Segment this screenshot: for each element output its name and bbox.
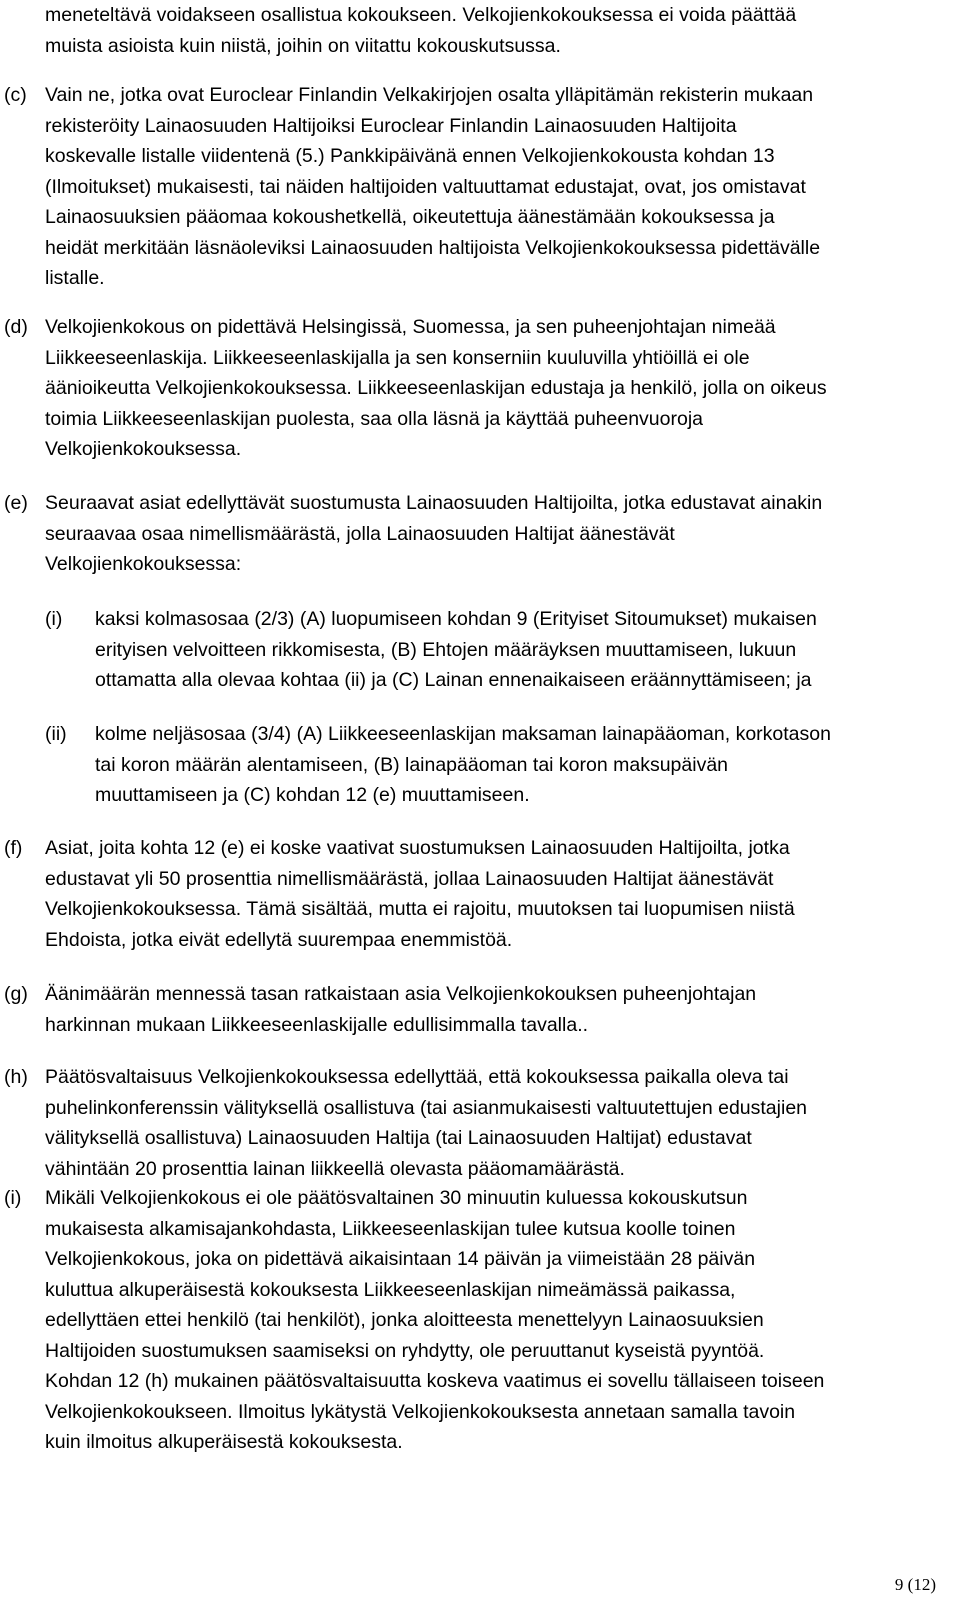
clause-text-line: Velkojienkokoukseen. Ilmoitus lykätystä Velkojienkokouksesta annetaan samalla tavoin [45, 1401, 796, 1423]
clause-text-line: rekisteröity Lainaosuuden Haltijoiksi Euroclear Finlandin Lainaosuuden Haltijoita [45, 115, 737, 137]
subclause-text-line: ottamatta alla olevaa kohtaa (ii) ja (C) Lainan ennenaikaiseen eräännyttämiseen; ja [95, 669, 812, 691]
clause-text-line: edustavat yli 50 prosenttia nimellismäärästä, jollaa Lainaosuuden Haltijat äänestävät [45, 868, 774, 890]
clause-text-line: mukaisesta alkamisajankohdasta, Liikkeeseenlaskijan tulee kutsua koolle toinen [45, 1218, 736, 1240]
subclause-text-line: kaksi kolmasosaa (2/3) (A) luopumiseen kohdan 9 (Erityiset Sitoumukset) mukaisen [95, 608, 817, 630]
clause-text-line: edellyttäen ettei henkilö (tai henkilöt), jonka aloitteesta menettelyyn Lainaosuuksien [45, 1309, 764, 1331]
clause-text-line: harkinnan mukaan Liikkeeseenlaskijalle edullisimmalla tavalla.. [45, 1014, 589, 1036]
clause-label: (h) [4, 1066, 28, 1088]
clause-text-line: vähintään 20 prosenttia lainan liikkeellä olevasta pääomamäärästä. [45, 1158, 625, 1180]
clause-text-line: Liikkeeseenlaskija. Liikkeeseenlaskijalla ja sen konserniin kuuluvilla yhtiöillä ei ole [45, 347, 750, 369]
clause-text-line: Äänimäärän mennessä tasan ratkaistaan asia Velkojienkokouksen puheenjohtajan [45, 983, 757, 1005]
clause-text-line: Velkojienkokouksessa. [45, 438, 242, 460]
clause-text-line: Velkojienkokouksessa: [45, 553, 242, 575]
clause-label: (g) [4, 983, 28, 1005]
subclause-text-line: erityisen velvoitteen rikkomisesta, (B) Ehtojen määräyksen muuttamiseen, lukuun [95, 639, 797, 661]
clause-text-line: kuin ilmoitus alkuperäisestä kokouksesta. [45, 1431, 403, 1453]
clause-text-line: koskevalle listalle viidentenä (5.) Pankkipäivänä ennen Velkojienkokousta kohdan 13 [45, 145, 775, 167]
clause-label: (d) [4, 316, 28, 338]
clause-label: (e) [4, 492, 28, 514]
subclause-text-line: muuttamiseen ja (C) kohdan 12 (e) muuttamiseen. [95, 784, 530, 806]
clause-text-line: Päätösvaltaisuus Velkojienkokouksessa edellyttää, että kokouksessa paikalla oleva tai [45, 1066, 789, 1088]
clause-text-line: toimia Liikkeeseenlaskijan puolesta, saa olla läsnä ja käyttää puheenvuoroja [45, 408, 704, 430]
clause-text-line: Velkojienkokous on pidettävä Helsingissä, Suomessa, ja sen puheenjohtajan nimeää [45, 316, 776, 338]
clause-label: (c) [4, 84, 27, 106]
clause-text-line: äänioikeutta Velkojienkokouksessa. Liikkeeseenlaskijan edustaja ja henkilö, jolla on oikeus [45, 377, 827, 399]
subclause-text-line: kolme neljäsosaa (3/4) (A) Liikkeeseenlaskijan maksaman lainapääoman, korkotason [95, 723, 831, 745]
clause-label: (i) [4, 1187, 22, 1209]
subclause-label: (i) [45, 608, 63, 630]
clause-text-line: heidät merkitään läsnäoleviksi Lainaosuuden haltijoista Velkojienkokouksessa pidettävälle [45, 237, 821, 259]
clause-text-line: Mikäli Velkojienkokous ei ole päätösvaltainen 30 minuutin kuluessa kokouskutsun [45, 1187, 748, 1209]
subclause-text-line: tai koron määrän alentamiseen, (B) lainapääoman tai koron maksupäivän [95, 754, 729, 776]
clause-text-line: seuraavaa osaa nimellismäärästä, jolla Lainaosuuden Haltijat äänestävät [45, 523, 675, 545]
clause-text-line: Ehdoista, jotka eivät edellytä suurempaa enemmistöä. [45, 929, 513, 951]
paragraph-line: meneteltävä voidakseen osallistua kokoukseen. Velkojienkokouksessa ei voida päättää [45, 4, 797, 26]
clause-text-line: Velkojienkokous, joka on pidettävä aikaisintaan 14 päivän ja viimeistään 28 päivän [45, 1248, 756, 1270]
clause-text-line: kuluttua alkuperäisestä kokouksesta Liikkeeseenlaskijan nimeämässä paikassa, [45, 1279, 736, 1301]
clause-label: (f) [4, 837, 23, 859]
clause-text-line: Asiat, joita kohta 12 (e) ei koske vaativat suostumuksen Lainaosuuden Haltijoilta, jotka [45, 837, 790, 859]
clause-text-line: puhelinkonferenssin välityksellä osallistuva (tai asianmukaisesti valtuutettujen edustajien [45, 1097, 808, 1119]
page-number: 9 (12) [894, 1575, 936, 1594]
clause-text-line: Vain ne, jotka ovat Euroclear Finlandin Velkakirjojen osalta ylläpitämän rekisterin mukaan [45, 84, 814, 106]
subclause-label: (ii) [45, 723, 67, 745]
clause-text-line: Velkojienkokouksessa. Tämä sisältää, mutta ei rajoitu, muutoksen tai luopumisen niistä [45, 898, 795, 920]
clause-text-line: välityksellä osallistuva) Lainaosuuden Haltija (tai Lainaosuuden Haltijat) edustavat [45, 1127, 752, 1149]
clause-text-line: (Ilmoitukset) mukaisesti, tai näiden haltijoiden valtuuttamat edustajat, ovat, jos omistavat [45, 176, 806, 198]
paragraph-line: muista asioista kuin niistä, joihin on viitattu kokouskutsussa. [45, 35, 561, 57]
clause-text-line: Lainaosuuksien pääomaa kokoushetkellä, oikeutettuja äänestämään kokouksessa ja [45, 206, 775, 228]
clause-text-line: Haltijoiden suostumuksen saamiseksi on ryhdytty, ole peruuttanut kyseistä pyyntöä. [45, 1340, 765, 1362]
clause-text-line: listalle. [45, 267, 105, 289]
clause-text-line: Seuraavat asiat edellyttävät suostumusta Lainaosuuden Haltijoilta, jotka edustavat ainakin [45, 492, 823, 514]
clause-text-line: Kohdan 12 (h) mukainen päätösvaltaisuutta koskeva vaatimus ei sovellu tällaiseen toiseen [45, 1370, 825, 1392]
